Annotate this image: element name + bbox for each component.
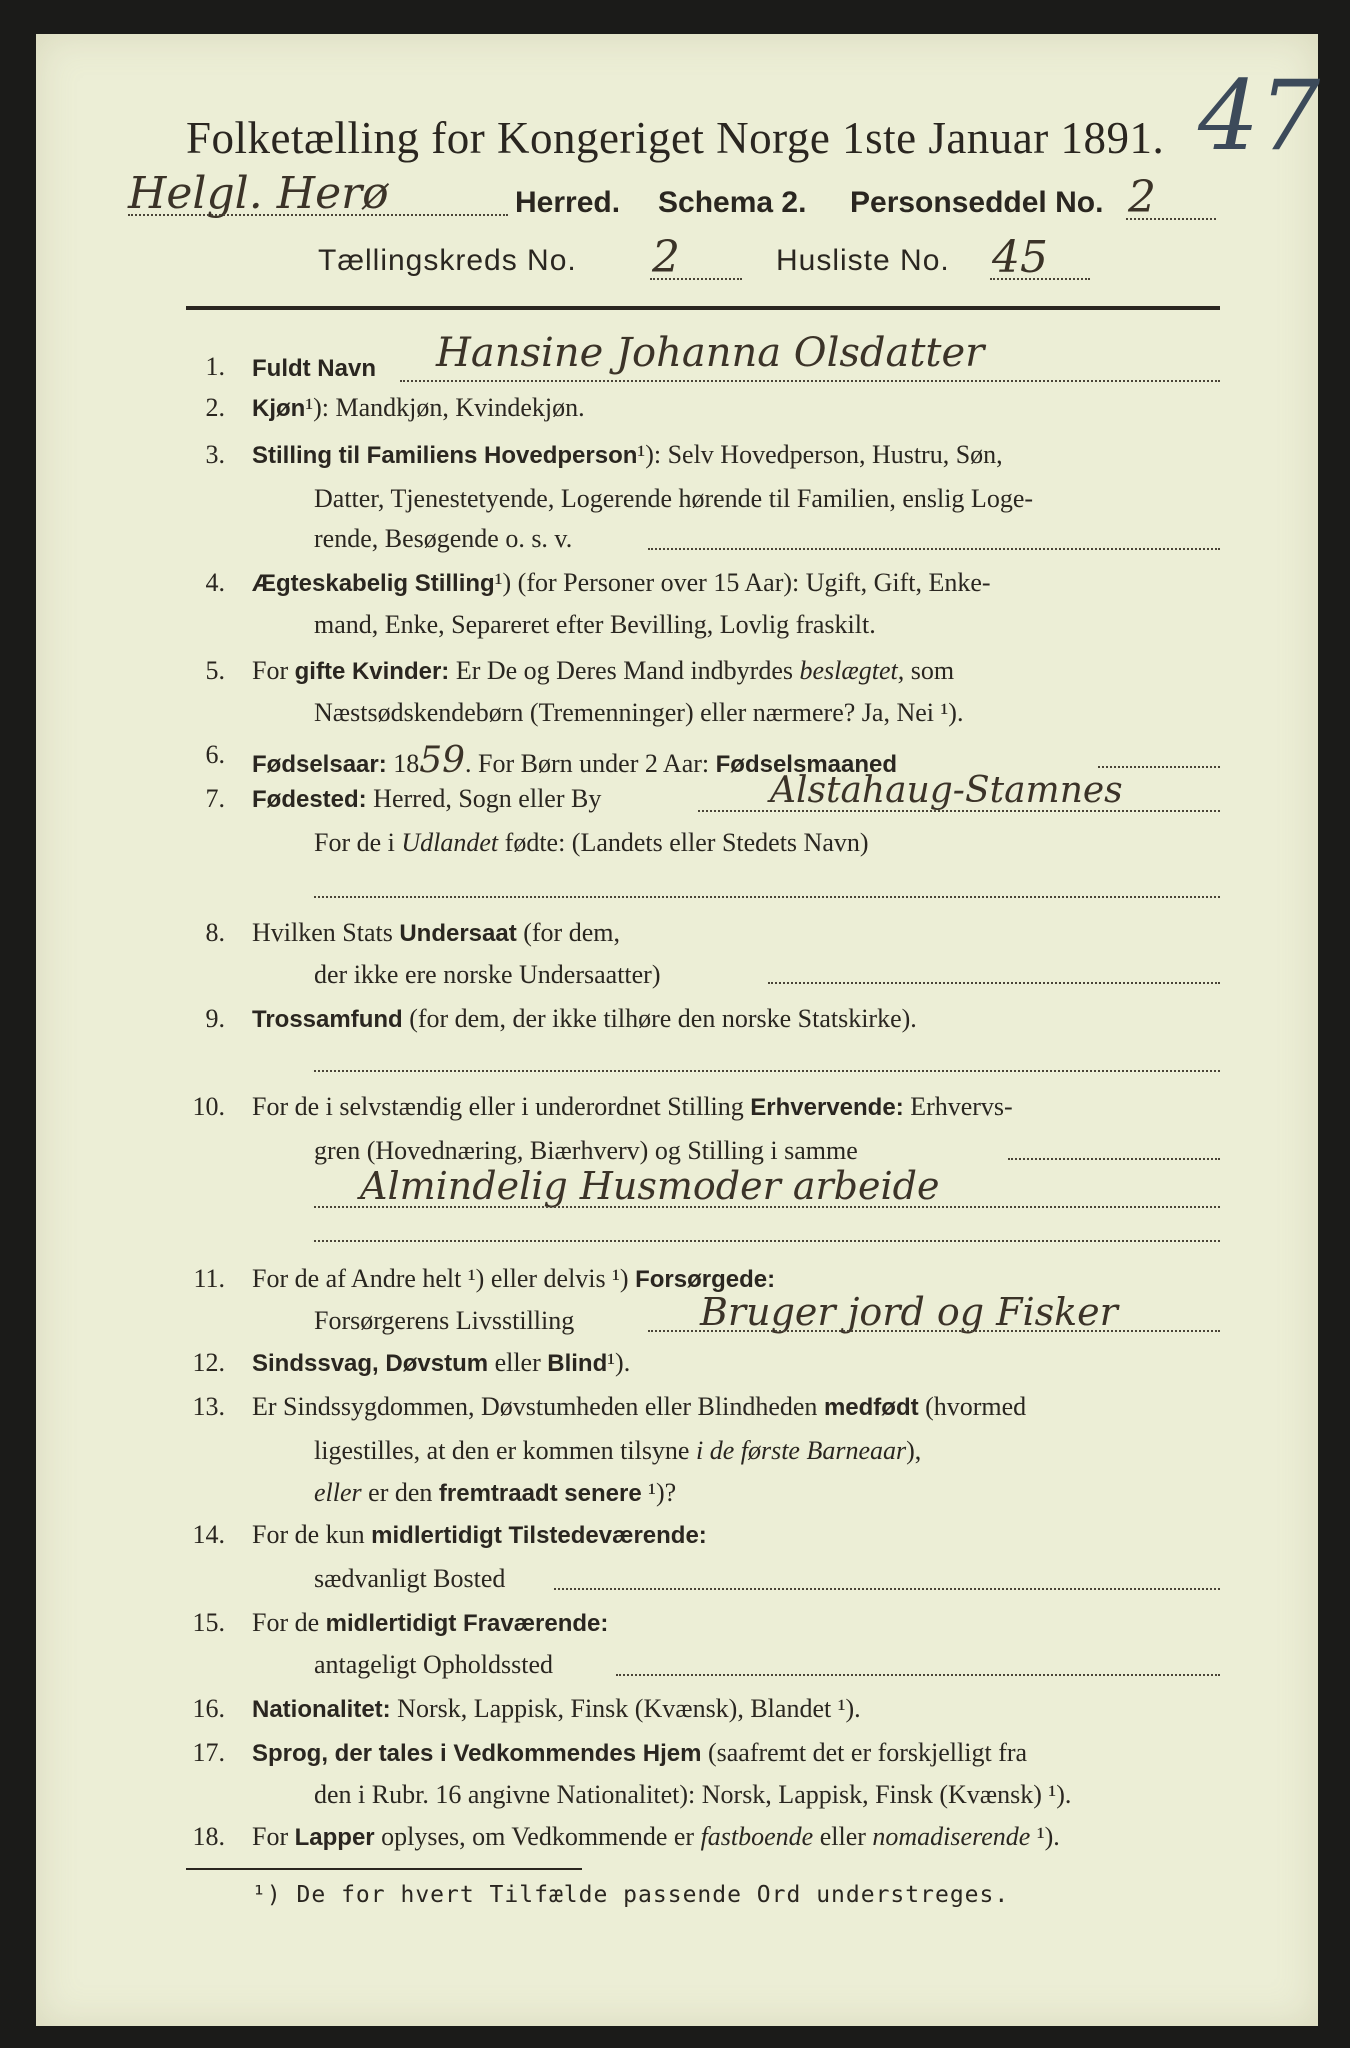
item-text: 18 bbox=[386, 749, 420, 778]
item-pre: For de af Andre helt ¹) eller delvis ¹) bbox=[252, 1264, 636, 1293]
item-label: gifte Kvinder: bbox=[294, 658, 450, 685]
item-label: Fødested: bbox=[252, 786, 367, 813]
item-8 bbox=[252, 918, 620, 948]
answer-line bbox=[314, 1070, 1220, 1072]
item-18 bbox=[252, 1822, 1060, 1852]
answer-line bbox=[1098, 766, 1220, 768]
item-label: Stilling til Familiens Hovedperson bbox=[252, 442, 638, 469]
item-label2: Blind bbox=[547, 1350, 608, 1377]
footnote-rule bbox=[186, 1868, 582, 1870]
answer-line bbox=[1008, 1158, 1220, 1160]
item-text-line3: er den bbox=[361, 1478, 439, 1507]
item-text: oplyses, om Vedkommende er bbox=[374, 1822, 701, 1851]
item-italic: beslægtet, bbox=[799, 656, 905, 685]
item-italic: i de første Barneaar bbox=[695, 1436, 907, 1465]
answer-provider: Bruger jord og Fisker bbox=[700, 1290, 1118, 1334]
item-7 bbox=[252, 784, 601, 814]
item-text-line2: ligestilles, at den er kommen tilsyne bbox=[314, 1436, 696, 1465]
item-5 bbox=[252, 656, 954, 686]
item-label: Forsørgede: bbox=[635, 1266, 776, 1293]
answer-name: Hansine Johanna Olsdatter bbox=[436, 330, 985, 376]
personseddel-number: 2 bbox=[1128, 172, 1156, 223]
item-label: midlertidigt Tilstedeværende: bbox=[371, 1522, 707, 1549]
answer-line bbox=[648, 548, 1220, 550]
item-text2: . For Børn under 2 Aar: bbox=[465, 749, 716, 778]
item-text: Herred, Sogn eller By bbox=[366, 784, 602, 813]
item-number: 5. bbox=[205, 656, 225, 685]
answer-birthyear: 59 bbox=[419, 740, 466, 781]
item-13-line3 bbox=[314, 1478, 676, 1508]
item-text: ¹) (for Personer over 15 Aar): Ugift, Gift, Enke- bbox=[494, 568, 991, 597]
item-label: Sprog, der tales i Vedkommendes Hjem bbox=[252, 1740, 702, 1767]
personseddel-label: Personseddel No. bbox=[850, 186, 1104, 219]
item-4 bbox=[252, 568, 991, 598]
item-label: Sindssvag, Døvstum bbox=[252, 1350, 489, 1377]
form-title: Folketælling for Kongeriget Norge 1ste Januar 1891. bbox=[186, 113, 1165, 163]
item-label: Undersaat bbox=[399, 920, 517, 947]
item-12 bbox=[252, 1348, 630, 1378]
item-number: 10. bbox=[192, 1092, 225, 1121]
item-text-line2: den i Rubr. 16 angivne Nationalitet): Norsk, Lappisk, Finsk (Kvænsk) ¹). bbox=[314, 1780, 1072, 1809]
item-number: 17. bbox=[192, 1738, 225, 1767]
item-pre: For de i selvstændig eller i underordnet Stilling bbox=[252, 1092, 751, 1121]
item-label: Erhvervende: bbox=[750, 1094, 904, 1121]
answer-line bbox=[616, 1674, 1220, 1676]
item-17 bbox=[252, 1738, 1027, 1768]
item-number: 18. bbox=[192, 1822, 225, 1851]
item-label: Fuldt Navn bbox=[252, 355, 376, 382]
item-15 bbox=[252, 1608, 608, 1638]
answer-occupation: Almindelig Husmoder arbeide bbox=[360, 1164, 940, 1208]
item-post: som bbox=[904, 656, 955, 685]
answer-birthplace: Alstahaug-Stamnes bbox=[770, 770, 1123, 811]
item-italic: fastboende bbox=[700, 1822, 814, 1851]
item-number: 6. bbox=[205, 740, 225, 769]
item-text: eller bbox=[488, 1348, 548, 1377]
item-label: Ægteskabelig Stilling bbox=[252, 570, 495, 597]
item-label: Lapper bbox=[294, 1824, 375, 1851]
item-7-line2 bbox=[314, 828, 869, 858]
item-number: 16. bbox=[192, 1694, 225, 1723]
item-number: 3. bbox=[205, 440, 225, 469]
item-label: Kjøn bbox=[252, 395, 306, 422]
item-number: 8. bbox=[205, 918, 225, 947]
item-text-line2: der ikke ere norske Undersaatter) bbox=[314, 960, 661, 989]
district-handwritten: Helgl. Herø bbox=[128, 168, 389, 219]
item-10 bbox=[252, 1092, 1013, 1122]
item-label: Trossamfund bbox=[252, 1006, 403, 1033]
item-number: 11. bbox=[193, 1264, 225, 1293]
item-text-line2: Datter, Tjenestetyende, Logerende hørende til Familien, enslig Loge- bbox=[314, 484, 1034, 513]
item-label: medfødt bbox=[823, 1394, 919, 1421]
item-text-line2: Forsørgerens Livsstilling bbox=[314, 1306, 575, 1335]
item-italic: Udlandet bbox=[401, 828, 499, 857]
item-label: Fødselsaar: bbox=[252, 751, 387, 778]
item-number: 9. bbox=[205, 1004, 225, 1033]
answer-line bbox=[554, 1588, 1220, 1590]
item-post: ¹). bbox=[607, 1348, 631, 1377]
item-number: 2. bbox=[205, 393, 225, 422]
item-text: Norsk, Lappisk, Finsk (Kvænsk), Blandet ¹). bbox=[390, 1694, 861, 1723]
personseddel-line bbox=[1126, 218, 1216, 220]
answer-line bbox=[698, 810, 1220, 812]
item-pre: Er Sindssygdommen, Døvstumheden eller Blindheden bbox=[252, 1392, 824, 1421]
item-pre: Hvilken Stats bbox=[252, 918, 400, 947]
item-text-line3: rende, Besøgende o. s. v. bbox=[314, 524, 573, 553]
item-text-line2: mand, Enke, Separeret efter Bevilling, Lovlig fraskilt. bbox=[314, 610, 876, 639]
item-text-line2: sædvanligt Bosted bbox=[314, 1564, 506, 1593]
item-text: (for dem, der ikke tilhøre den norske Statskirke). bbox=[402, 1004, 917, 1033]
item-text-line2: For de i bbox=[314, 828, 402, 857]
item-text: Er De og Deres Mand indbyrdes bbox=[449, 656, 800, 685]
item-14 bbox=[252, 1520, 707, 1550]
item-text-line2: gren (Hovednæring, Biærhverv) og Stilling i samme bbox=[314, 1136, 858, 1165]
item-pre: For bbox=[252, 1822, 295, 1851]
item-post: ¹). bbox=[1030, 1822, 1060, 1851]
item-italic: eller bbox=[314, 1478, 362, 1507]
item-text: (for dem, bbox=[516, 918, 620, 947]
item-13 bbox=[252, 1392, 1026, 1422]
item-2 bbox=[252, 393, 585, 423]
item-label3: fremtraadt senere bbox=[438, 1480, 642, 1507]
item-post: ¹)? bbox=[641, 1478, 677, 1507]
taellingskreds-number: 2 bbox=[652, 232, 680, 283]
herred-label: Herred. bbox=[515, 186, 621, 219]
answer-line bbox=[768, 982, 1220, 984]
husliste-label: Husliste No. bbox=[776, 244, 950, 277]
item-11 bbox=[252, 1264, 775, 1294]
page-number-stamp: 47 bbox=[1198, 60, 1321, 172]
item-number: 1. bbox=[205, 352, 225, 381]
item-16 bbox=[252, 1694, 861, 1724]
taellingskreds-label: Tællingskreds No. bbox=[318, 244, 577, 277]
schema-label: Schema 2. bbox=[658, 186, 807, 219]
item-13-line2 bbox=[314, 1436, 921, 1466]
item-text: (hvormed bbox=[918, 1392, 1027, 1421]
answer-line bbox=[314, 896, 1220, 898]
item-number: 14. bbox=[192, 1520, 225, 1549]
item-mid: eller bbox=[813, 1822, 873, 1851]
item-label2: Fødselsmaaned bbox=[715, 751, 898, 778]
item-text: (saafremt det er forskjelligt fra bbox=[701, 1738, 1028, 1767]
item-post: fødte: (Landets eller Stedets Navn) bbox=[498, 828, 869, 857]
district-line bbox=[128, 214, 508, 216]
item-pre: For de bbox=[252, 1608, 326, 1637]
item-text: Erhvervs- bbox=[903, 1092, 1013, 1121]
taellingskreds-line bbox=[650, 278, 742, 280]
item-9 bbox=[252, 1004, 917, 1034]
item-number: 15. bbox=[192, 1608, 225, 1637]
item-number: 7. bbox=[205, 784, 225, 813]
item-label: midlertidigt Fraværende: bbox=[325, 1610, 609, 1637]
item-number: 12. bbox=[192, 1348, 225, 1377]
husliste-line bbox=[990, 278, 1090, 280]
answer-line bbox=[400, 380, 1220, 382]
answer-line bbox=[314, 1240, 1220, 1242]
item-text-line2: Næstsødskendebørn (Tremenninger) eller nærmere? Ja, Nei ¹). bbox=[314, 698, 964, 727]
answer-line bbox=[314, 1206, 1220, 1208]
item-number: 4. bbox=[205, 568, 225, 597]
item-italic2: nomadiserende bbox=[872, 1822, 1031, 1851]
item-text-line2: antageligt Opholdssted bbox=[314, 1650, 554, 1679]
header-rule bbox=[186, 306, 1220, 310]
item-label: Nationalitet: bbox=[252, 1696, 391, 1723]
item-text: ¹): Selv Hovedperson, Hustru, Søn, bbox=[637, 440, 1003, 469]
item-pre: For bbox=[252, 656, 295, 685]
item-3 bbox=[252, 440, 1003, 470]
footnote: ¹) De for hvert Tilfælde passende Ord understreges. bbox=[252, 1882, 1010, 1908]
item-text: ¹): Mandkjøn, Kvindekjøn. bbox=[305, 393, 585, 422]
husliste-number: 45 bbox=[992, 232, 1048, 283]
item-number: 13. bbox=[192, 1392, 225, 1421]
item-post: ), bbox=[906, 1436, 922, 1465]
item-pre: For de kun bbox=[252, 1520, 372, 1549]
answer-line bbox=[648, 1330, 1220, 1332]
